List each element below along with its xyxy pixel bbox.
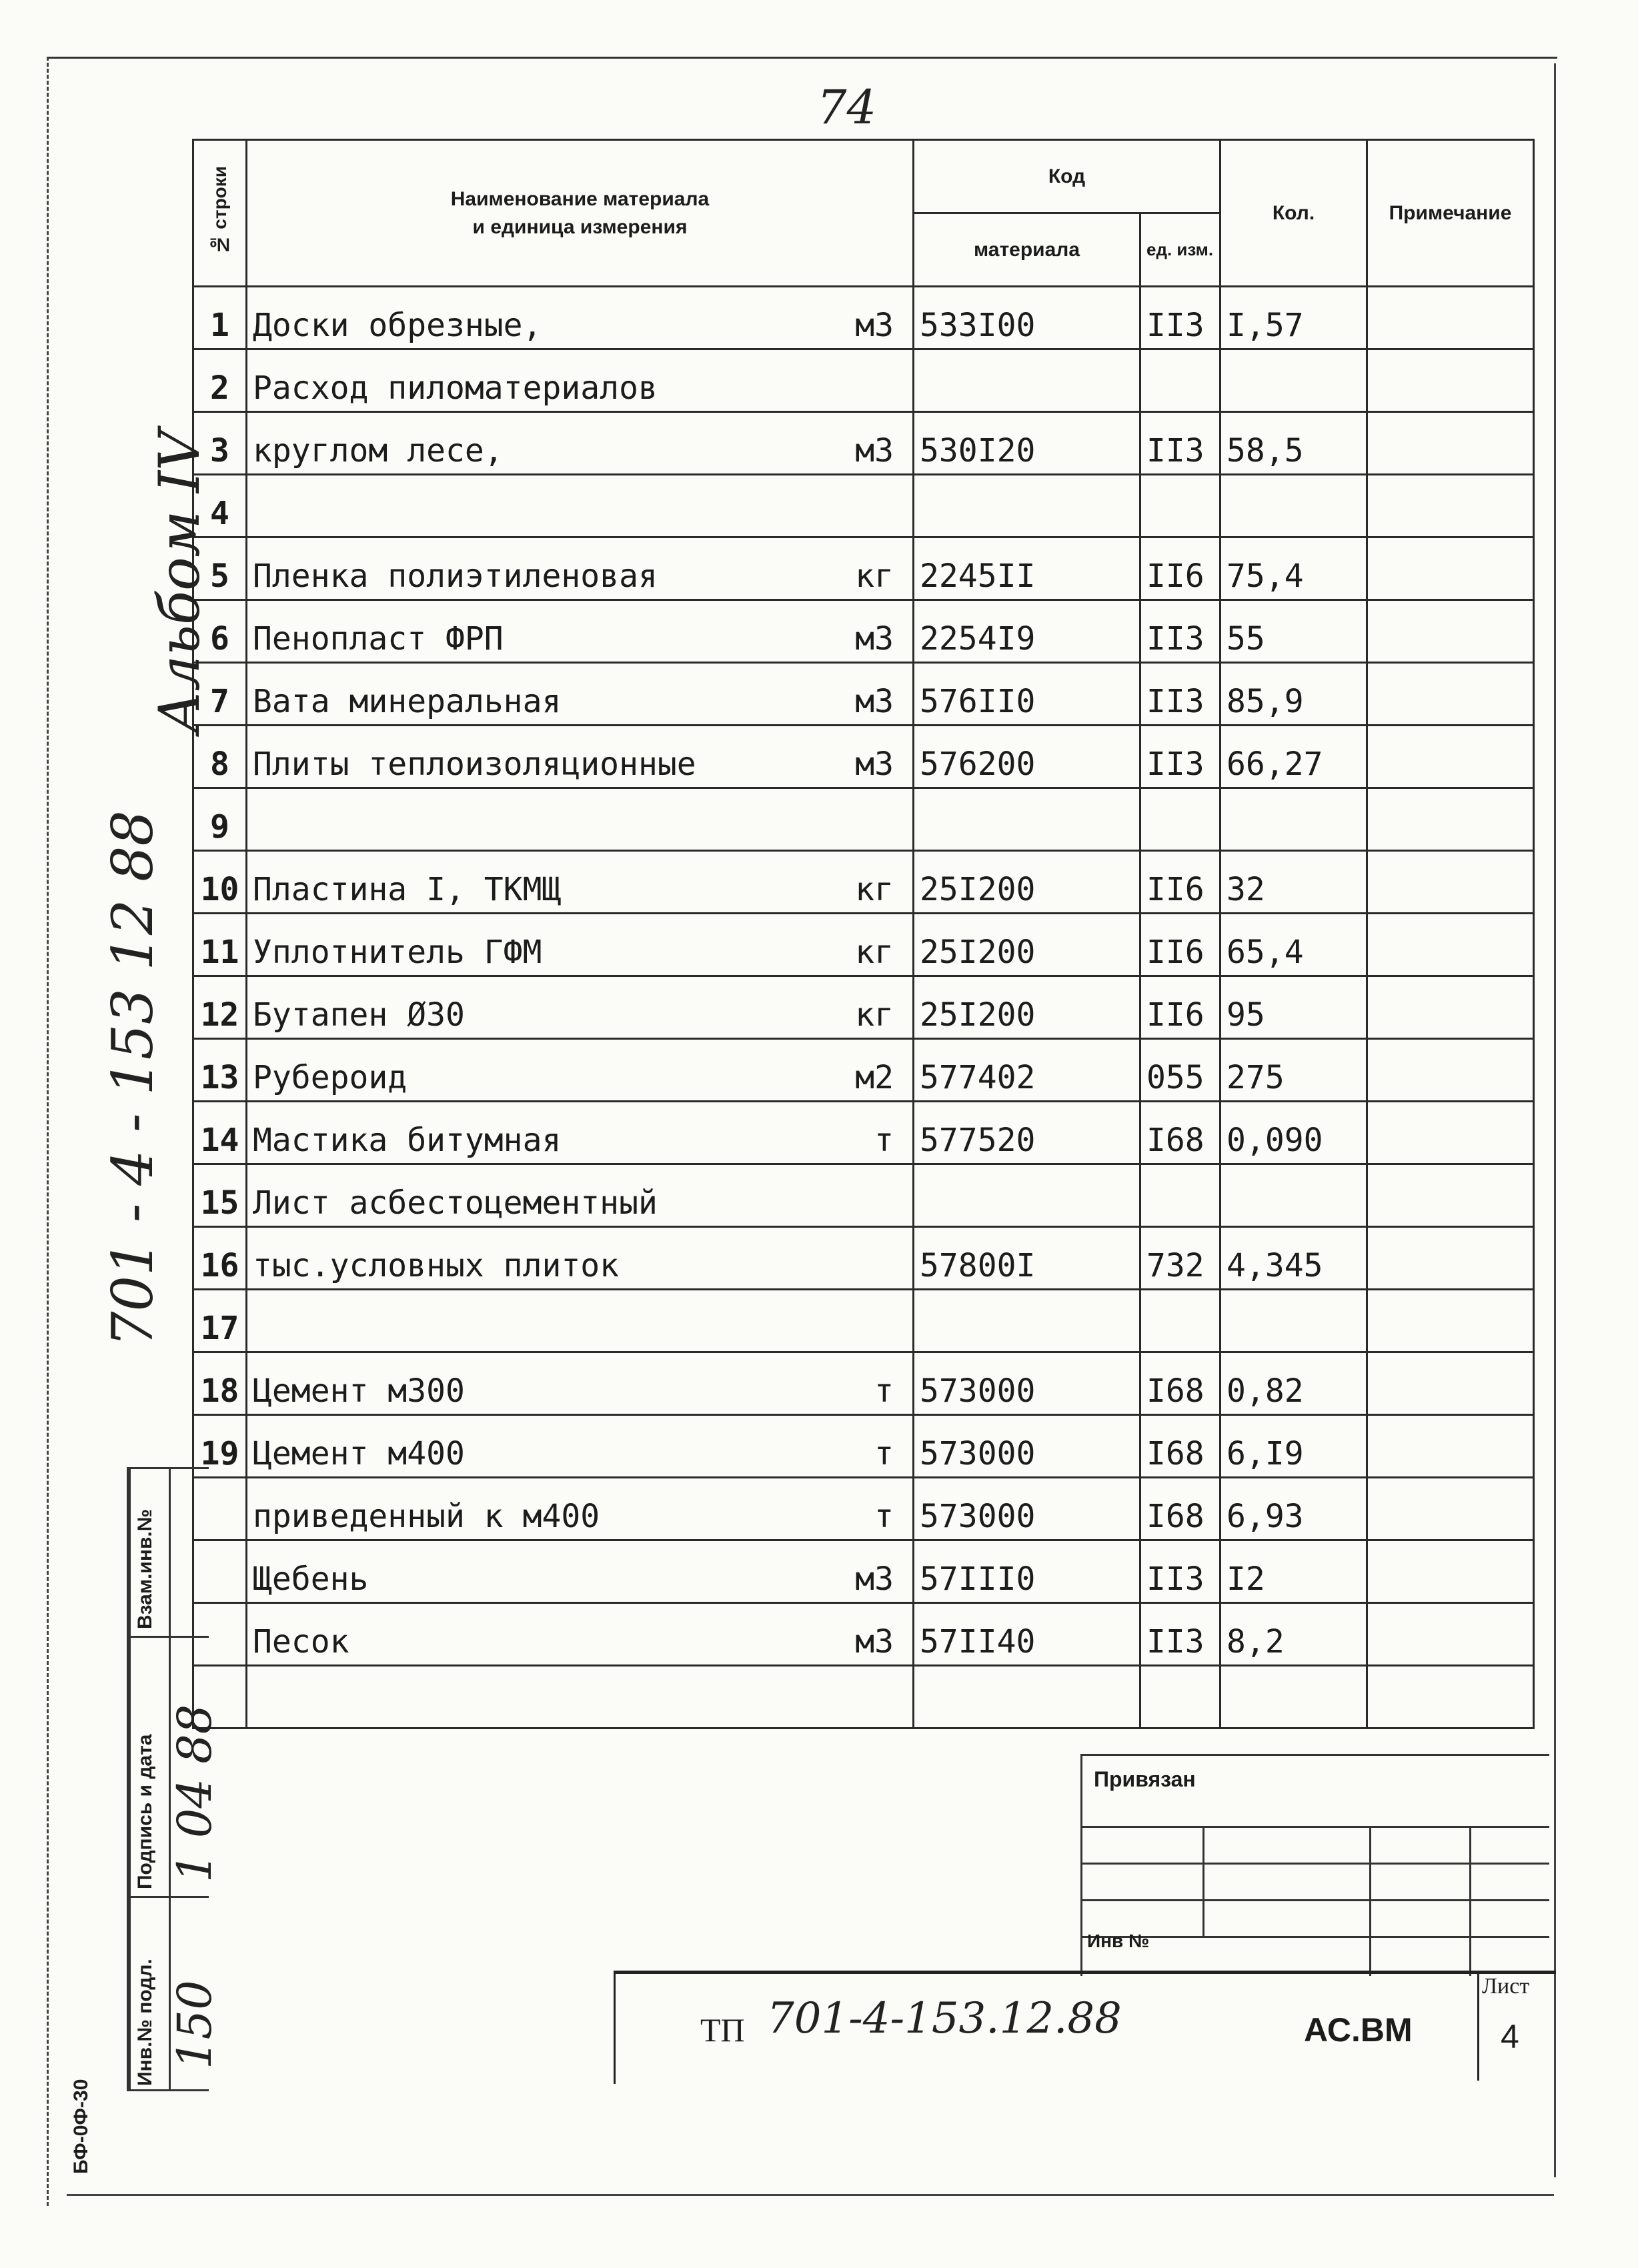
material-name: Плиты теплоизоляционные [253, 746, 696, 783]
material-name: Пластина I, ТКМЩ [253, 871, 562, 908]
material-name-cell [247, 851, 914, 914]
material-name: Пенопласт ФРП [253, 620, 504, 658]
header-qty: Кол. [1220, 140, 1367, 287]
quantity: 0,090 [1220, 1102, 1367, 1164]
unit-of-measure: м2 [855, 1059, 894, 1096]
table-row [193, 914, 1534, 976]
material-name-cell [247, 1352, 914, 1415]
material-name: Лист асбестоцементный [253, 1184, 658, 1222]
unit-code [1140, 1290, 1220, 1352]
material-code: 573000 [914, 1415, 1140, 1478]
material-name-cell [247, 976, 914, 1039]
material-code: 576II0 [914, 663, 1140, 726]
quantity: 275 [1220, 1039, 1367, 1102]
unit-code [1140, 1666, 1220, 1729]
binding-inv-label: Инв № [1087, 1931, 1150, 1951]
material-name: круглом лесе, [253, 432, 504, 469]
note [1367, 475, 1534, 537]
material-code: 57II40 [914, 1603, 1140, 1666]
material-name-cell [247, 1227, 914, 1290]
row-number: 4 [193, 475, 247, 537]
header-note: Примечание [1367, 140, 1534, 287]
header-unit-code: ед. изм. [1140, 213, 1220, 287]
page-number: 74 [817, 80, 877, 135]
material-code: 576200 [914, 726, 1140, 788]
quantity: 65,4 [1220, 914, 1367, 976]
sheet-label: Лист [1482, 1974, 1530, 1999]
quantity [1220, 1290, 1367, 1352]
unit-of-measure: т [874, 1435, 894, 1472]
header-code: Код [914, 140, 1220, 213]
material-code [914, 1164, 1140, 1227]
material-code: 25I200 [914, 976, 1140, 1039]
note [1367, 600, 1534, 663]
table-row [193, 1039, 1534, 1102]
unit-of-measure: т [874, 1372, 894, 1410]
unit-code: II6 [1140, 914, 1220, 976]
material-name-cell [247, 1290, 914, 1352]
stamp-sign-label: Подпись и дата [134, 1734, 156, 1889]
header-material-code: материала [914, 213, 1140, 287]
table-row [193, 412, 1534, 475]
frame-bottom-border [67, 2194, 1554, 2196]
table-row [193, 1290, 1534, 1352]
row-number: 1 [193, 287, 247, 349]
unit-code: II3 [1140, 1540, 1220, 1603]
table-row [193, 1478, 1534, 1540]
form-code: БФ-0Ф-30 [70, 2079, 92, 2174]
note [1367, 663, 1534, 726]
material-name-cell [247, 1540, 914, 1603]
row-number: 2 [193, 349, 247, 412]
unit-of-measure: кг [855, 557, 894, 595]
table-body [193, 287, 1534, 1729]
quantity: I2 [1220, 1540, 1367, 1603]
unit-code [1140, 349, 1220, 412]
quantity: 85,9 [1220, 663, 1367, 726]
unit-of-measure: кг [855, 934, 894, 971]
quantity: 4,345 [1220, 1227, 1367, 1290]
unit-code: II3 [1140, 1603, 1220, 1666]
material-name-cell [247, 600, 914, 663]
material-code: 57800I [914, 1227, 1140, 1290]
material-name: Уплотнитель ГФМ [253, 934, 542, 971]
unit-code [1140, 475, 1220, 537]
material-code: 533I00 [914, 287, 1140, 349]
quantity: 95 [1220, 976, 1367, 1039]
row-number: 9 [193, 788, 247, 851]
quantity: 55 [1220, 600, 1367, 663]
table-row [193, 287, 1534, 349]
material-name-cell [247, 1603, 914, 1666]
unit-code: II6 [1140, 537, 1220, 600]
unit-code: II3 [1140, 726, 1220, 788]
header-row-number: № строки [193, 140, 247, 287]
frame-right-border [1554, 63, 1556, 2177]
material-name-cell [247, 726, 914, 788]
note [1367, 1666, 1534, 1729]
row-number: 7 [193, 663, 247, 726]
material-name: Щебень [253, 1560, 369, 1598]
note [1367, 349, 1534, 412]
material-name-cell [247, 349, 914, 412]
material-code [914, 1290, 1140, 1352]
quantity [1220, 1666, 1367, 1729]
tp-label: ТП [700, 2011, 745, 2049]
material-name-cell [247, 788, 914, 851]
unit-of-measure: кг [855, 996, 894, 1034]
material-name-cell [247, 412, 914, 475]
table-row [193, 1352, 1534, 1415]
note [1367, 914, 1534, 976]
unit-code: I68 [1140, 1478, 1220, 1540]
unit-of-measure: м3 [855, 432, 894, 469]
table-row [193, 1102, 1534, 1164]
table-row [193, 1540, 1534, 1603]
material-name: Мастика битумная [253, 1122, 562, 1159]
unit-of-measure: м3 [855, 620, 894, 658]
material-name-cell [247, 1039, 914, 1102]
row-number: 16 [193, 1227, 247, 1290]
table-row [193, 1603, 1534, 1666]
note [1367, 1102, 1534, 1164]
unit-code: I68 [1140, 1415, 1220, 1478]
material-code [914, 475, 1140, 537]
table-row [193, 1227, 1534, 1290]
material-name-cell [247, 475, 914, 537]
row-number: 8 [193, 726, 247, 788]
material-name-cell [247, 287, 914, 349]
material-name: Доски обрезные, [253, 307, 542, 344]
row-number: 14 [193, 1102, 247, 1164]
material-name: Расход пиломатериалов [253, 369, 658, 407]
material-name: приведенный к м400 [253, 1498, 600, 1535]
material-code: 530I20 [914, 412, 1140, 475]
unit-code: II3 [1140, 287, 1220, 349]
material-name: Цемент м400 [253, 1435, 465, 1472]
unit-of-measure: м3 [855, 1560, 894, 1598]
sheet-number: 4 [1501, 2018, 1519, 2055]
note [1367, 1478, 1534, 1540]
unit-of-measure: м3 [855, 683, 894, 720]
unit-code [1140, 1164, 1220, 1227]
album-label: Альбом IV [147, 430, 212, 734]
table-row [193, 726, 1534, 788]
material-code [914, 788, 1140, 851]
note [1367, 851, 1534, 914]
materials-table [192, 139, 1535, 1729]
unit-of-measure: кг [855, 871, 894, 908]
table-row [193, 349, 1534, 412]
quantity: 66,27 [1220, 726, 1367, 788]
table-row [193, 1666, 1534, 1729]
table-row [193, 851, 1534, 914]
note [1367, 537, 1534, 600]
material-code: 25I200 [914, 914, 1140, 976]
material-code: 577520 [914, 1102, 1140, 1164]
table-row [193, 976, 1534, 1039]
stamp-vzam-label: Взам.инв.№ [134, 1508, 156, 1629]
material-code [914, 1666, 1140, 1729]
unit-of-measure: м3 [855, 1623, 894, 1660]
material-code: 57III0 [914, 1540, 1140, 1603]
quantity: 75,4 [1220, 537, 1367, 600]
row-number: 6 [193, 600, 247, 663]
quantity [1220, 475, 1367, 537]
material-name: Песок [253, 1623, 349, 1660]
unit-of-measure: т [874, 1498, 894, 1535]
quantity: 0,82 [1220, 1352, 1367, 1415]
table-row [193, 663, 1534, 726]
quantity [1220, 788, 1367, 851]
material-name: Пленка полиэтиленовая [253, 557, 658, 595]
note [1367, 1603, 1534, 1666]
unit-code: II3 [1140, 663, 1220, 726]
material-name-cell [247, 1164, 914, 1227]
quantity: 32 [1220, 851, 1367, 914]
note [1367, 976, 1534, 1039]
row-number: 12 [193, 976, 247, 1039]
header-name: Наименование материала и единица измерения [247, 140, 914, 287]
note [1367, 726, 1534, 788]
material-name-cell [247, 1415, 914, 1478]
unit-code [1140, 788, 1220, 851]
table-row [193, 788, 1534, 851]
row-number: 5 [193, 537, 247, 600]
quantity [1220, 1164, 1367, 1227]
unit-code: I68 [1140, 1352, 1220, 1415]
material-code [914, 349, 1140, 412]
quantity [1220, 349, 1367, 412]
left-stamp [127, 1467, 222, 2091]
material-name: Бутапен Ø30 [253, 996, 465, 1034]
material-name: Цемент м300 [253, 1372, 465, 1410]
unit-of-measure: м3 [855, 307, 894, 344]
material-code: 2245II [914, 537, 1140, 600]
unit-of-measure: т [874, 1122, 894, 1159]
material-code: 577402 [914, 1039, 1140, 1102]
unit-code: II3 [1140, 412, 1220, 475]
stamp-inv-label: Инв.№ подл. [134, 1959, 156, 2086]
material-name: Рубероид [253, 1059, 407, 1096]
table-row [193, 475, 1534, 537]
unit-code: 732 [1140, 1227, 1220, 1290]
unit-code: 055 [1140, 1039, 1220, 1102]
material-name-cell [247, 1666, 914, 1729]
material-name-cell [247, 1102, 914, 1164]
note [1367, 1540, 1534, 1603]
quantity: I,57 [1220, 287, 1367, 349]
unit-of-measure: м3 [855, 746, 894, 783]
row-number: 18 [193, 1352, 247, 1415]
row-number: 15 [193, 1164, 247, 1227]
note [1367, 1164, 1534, 1227]
stamp-sign-value: 1 04 88 [167, 1704, 222, 1883]
quantity: 8,2 [1220, 1603, 1367, 1666]
table-row [193, 1415, 1534, 1478]
quantity: 6,I9 [1220, 1415, 1367, 1478]
note [1367, 1415, 1534, 1478]
unit-code: II6 [1140, 976, 1220, 1039]
row-number: 10 [193, 851, 247, 914]
designation: АС.ВМ [1304, 2011, 1413, 2049]
note [1367, 1290, 1534, 1352]
material-code: 25I200 [914, 851, 1140, 914]
stamp-inv-value: 150 [167, 1980, 222, 2069]
material-name-cell [247, 663, 914, 726]
quantity: 58,5 [1220, 412, 1367, 475]
row-number: 17 [193, 1290, 247, 1352]
material-name-cell [247, 1478, 914, 1540]
row-number: 11 [193, 914, 247, 976]
row-number: 19 [193, 1415, 247, 1478]
table-row [193, 600, 1534, 663]
material-name-cell [247, 914, 914, 976]
material-code: 573000 [914, 1478, 1140, 1540]
tp-number: 701-4-153.12.88 [767, 1994, 1122, 2043]
material-name-cell [247, 537, 914, 600]
note [1367, 1227, 1534, 1290]
table-row [193, 1164, 1534, 1227]
material-code: 2254I9 [914, 600, 1140, 663]
note [1367, 412, 1534, 475]
side-document-number: 701 - 4 - 153 12 88 [100, 810, 165, 1347]
quantity: 6,93 [1220, 1478, 1367, 1540]
binding-label: Привязан [1094, 1767, 1196, 1791]
table-row [193, 537, 1534, 600]
note [1367, 1352, 1534, 1415]
row-number: 3 [193, 412, 247, 475]
material-name: тыс.условных плиток [253, 1247, 620, 1284]
note [1367, 788, 1534, 851]
material-code: 573000 [914, 1352, 1140, 1415]
unit-code: I68 [1140, 1102, 1220, 1164]
row-number: 13 [193, 1039, 247, 1102]
material-name: Вата минеральная [253, 683, 562, 720]
unit-code: II3 [1140, 600, 1220, 663]
unit-code: II6 [1140, 851, 1220, 914]
note [1367, 287, 1534, 349]
note [1367, 1039, 1534, 1102]
